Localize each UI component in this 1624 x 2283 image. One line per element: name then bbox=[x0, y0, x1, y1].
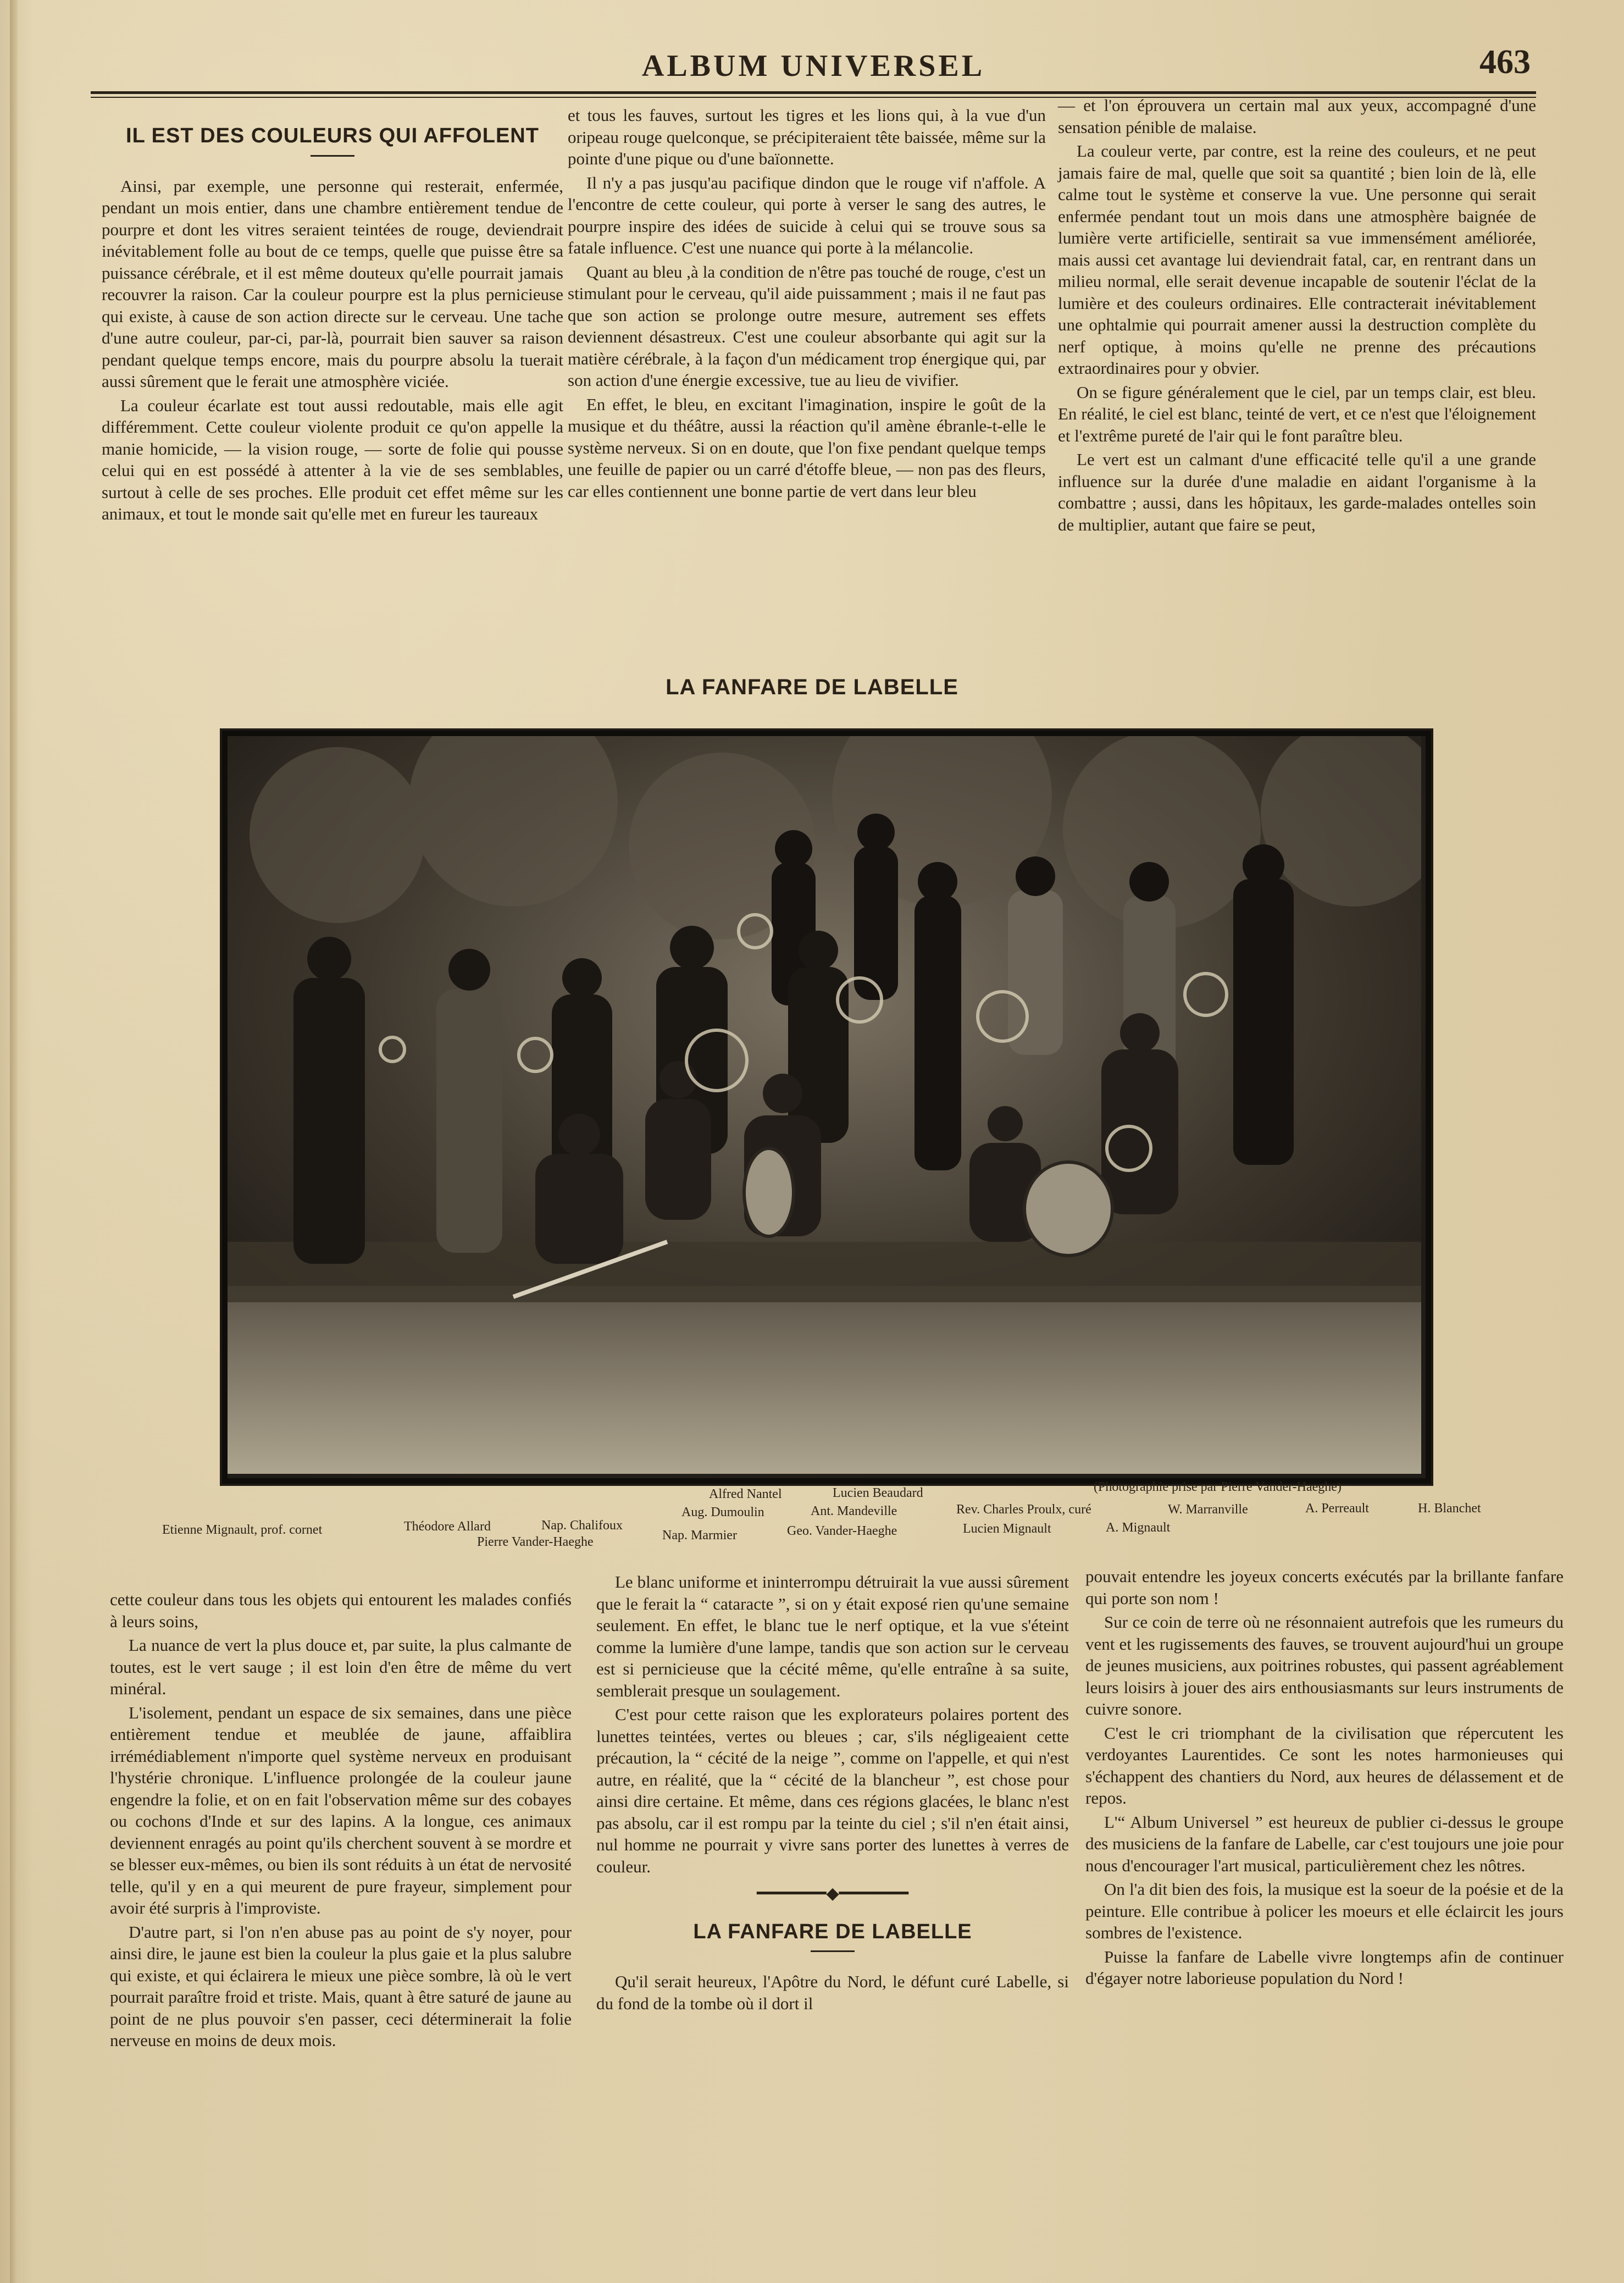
caption-name: Théodore Allard bbox=[404, 1519, 491, 1534]
photo-credit: (Photographie prise par Pierre Vander-Haeghe) bbox=[1094, 1480, 1342, 1494]
caption-name: Rev. Charles Proulx, curé bbox=[956, 1502, 1091, 1517]
heading-rule bbox=[311, 155, 354, 157]
page-number: 463 bbox=[1479, 43, 1531, 81]
paragraph: Sur ce coin de terre où ne résonnaient autrefois que les rumeurs du vent et les rugissements des fauves, se trouvent aujourd'hui un groupe de jeunes musiciens, aux poitrines robustes, qui passent agréablement leurs loisirs à jouer des airs enthousiasmants sur leurs instruments de cuivre sonore. bbox=[1085, 1612, 1564, 1718]
article1-heading: IL EST DES COULEURS QUI AFFOLENT bbox=[126, 124, 539, 147]
paragraph: D'autre part, si l'on n'en abuse pas au point de s'y noyer, pour ainsi dire, le jaune est bien la couleur la plus gaie et la plus salubre qui existe, et qui éclairera le mieux une pièce sombre, là où le vert pourrait paraître froid et triste. Mais, quant à être saturé de jaune au point de ne plus pouvoir s'en passer, ceci déterminerait la folie nerveuse en moins de deux mois. bbox=[110, 1922, 572, 2050]
article1-column-3 bbox=[1058, 95, 1536, 538]
paragraph: et tous les fauves, surtout les tigres et les lions qui, à la vue d'un oripeau rouge quelconque, se précipiteraient tête baissée, même sur la pointe d'une pique ou d'une baïonnette. bbox=[568, 106, 1046, 168]
band-photograph bbox=[220, 728, 1433, 1486]
paragraph: La couleur verte, par contre, est la reine des couleurs, et ne peut jamais faire de mal, quelle que soit sa quantité ; bien loin de là, elle calme tout le système et conserve la vue. Une personne qui serait enfermée pendant tout un mois dans une atmosphère baignée de lumière verte artificielle, sentirait sa vue immensément améliorée, mais aussi cet avantage lui deviendrait fatal, car, en rentrant dans un milieu normal, elle serait devenue incapable de soutenir l'éclat de la lumière et des couleurs ordinaires. Elle contracterait inévitablement une ophtalmie qui pourrait amener aussi la destruction complète du nerf optique, à moins qu'elle ne prenne des précautions extraordinaires pour y obvier. bbox=[1058, 141, 1536, 378]
paragraph: pouvait entendre les joyeux concerts exécutés par la brillante fanfare qui porte son nom ! bbox=[1085, 1567, 1564, 1608]
paragraph: Le blanc uniforme et ininterrompu détruirait la vue aussi sûrement que le ferait la “ cataracte ”, si on y était exposé rien qu'une semaine seulement. En effet, le blanc tue le nerf optique, et la vue s'éteint comme la lumière d'une lampe, tandis que son action sur le cerveau est si pernicieuse que la cécité même, qu'elle entraîne à sa suite, semblerait presque un soulagement. bbox=[596, 1572, 1069, 1700]
article2-heading: LA FANFARE DE LABELLE bbox=[693, 1920, 972, 1943]
paragraph: cette couleur dans tous les objets qui entourent les malades confiés à leurs soins, bbox=[110, 1590, 572, 1631]
caption-name: A. Perreault bbox=[1305, 1501, 1369, 1516]
paragraph: La nuance de vert la plus douce et, par suite, la plus calmante de toutes, est le vert sauge ; il est loin d'en être de même du vert minéral. bbox=[110, 1635, 572, 1698]
paragraph: On l'a dit bien des fois, la musique est la soeur de la poésie et de la peinture. Elle contribue à policer les moeurs et elle éclaircit les jours sombres de l'existence. bbox=[1085, 1880, 1564, 1942]
paragraph: On se figure généralement que le ciel, par un temps clair, est bleu. En réalité, le ciel est blanc, teinté de vert, et ce n'est que l'éloignement et l'extrême pureté de l'air qui le font paraître bleu. bbox=[1058, 382, 1536, 445]
article2-column-3 bbox=[1085, 1566, 1564, 1992]
caption-name: Alfred Nantel bbox=[709, 1487, 782, 1501]
section-ornament: ━━━━━━━◆━━━━━━━ bbox=[757, 1884, 908, 1903]
paragraph: Quant au bleu ,à la condition de n'être pas touché de rouge, c'est un stimulant pour le cerveau, qu'il aide puissamment ; mais il ne faut pas que son action se prolonge outre mesure, autrement ses effets deviennent désastreux. C'est une couleur absorbante qui agit sur la matière cérébrale, à la façon d'un médicament trop énergique qui, par son action d'une énergie excessive, tue au lieu de vivifier. bbox=[568, 262, 1046, 390]
paragraph: La couleur écarlate est tout aussi redoutable, mais elle agit différemment. Cette couleur violente produit ce qu'on appelle la manie homicide, — la vision rouge, — sorte de folie qui pousse celui qui en est possédé à attenter à la vie de ses semblables, surtout à celle de ses proches. Elle produit cet effet même sur les animaux, et tout le monde sait qu'elle met en fureur les taureaux bbox=[102, 395, 563, 523]
caption-name: Etienne Mignault, prof. cornet bbox=[162, 1523, 323, 1537]
article1-cont-column-2 bbox=[596, 1571, 1069, 2016]
article1-column-2 bbox=[568, 104, 1046, 504]
page-header bbox=[91, 43, 1536, 87]
paragraph: Qu'il serait heureux, l'Apôtre du Nord, le défunt curé Labelle, si du fond de la tombe où il dort il bbox=[596, 1972, 1069, 2013]
heading-rule bbox=[811, 1950, 855, 1952]
caption-name: Nap. Chalifoux bbox=[541, 1518, 623, 1533]
header-rule-thick bbox=[91, 91, 1536, 94]
paragraph: Ainsi, par exemple, une personne qui resterait, enfermée, pendant un mois entier, dans une chambre entièrement tendue de pourpre et dont les vitres seraient teintées de rouge, deviendrait inévitablement folle au bout de ce temps, quelle que puisse être sa puissance cérébrale, et il est même douteux qu'elle pourrait jamais recouvrer la raison. Car la couleur pourpre est la plus pernicieuse qui existe, à cause de son action directe sur le cerveau. Une tache d'une autre couleur, par-ci, par-là, pourrait bien sauver sa raison pendant quelque temps encore, mais du pourpre absolu la tuerait aussi sûrement que le ferait une atmosphère viciée. bbox=[102, 176, 563, 391]
article1-cont-column-1 bbox=[110, 1589, 572, 2054]
paragraph: L'isolement, pendant un espace de six semaines, dans une pièce entièrement tendue et meublée de jaune, affaiblira irrémédiablement n'importe quel système nerveux en produisant l'hystérie chronique. L'influence prolongée de la couleur jaune engendre la folie, et on en fait l'observation même sur des cobayes ou cochons d'Inde et sur des lapins. A la longue, ces animaux deviennent enragés au point qu'ils cherchent souvent à se mordre et se blesser eux-mêmes, ou bien ils sont réduits à un état de nervosité telle, qu'il y en a qui meurent de pure frayeur, simplement pour avoir été surpris à l'improviste. bbox=[110, 1702, 572, 1917]
paragraph: — et l'on éprouvera un certain mal aux yeux, accompagné d'une sensation pénible de malaise. bbox=[1058, 96, 1536, 137]
paragraph: Le vert est un calmant d'une efficacité telle qu'il a une grande influence sur la durée d'une maladie en aidant l'organisme à la combattre ; aussi, dans les hôpitaux, les garde-malades ontelles soin de multiplier, autant que faire se peut, bbox=[1058, 450, 1536, 534]
caption-name: A. Mignault bbox=[1106, 1521, 1171, 1535]
caption-name: Aug. Dumoulin bbox=[681, 1505, 764, 1519]
article1-column-1 bbox=[102, 125, 563, 527]
caption-name: H. Blanchet bbox=[1418, 1501, 1481, 1516]
photo-image bbox=[228, 736, 1426, 1478]
paragraph: C'est le cri triomphant de la civilisation que répercutent les verdoyantes Laurentides. Ce sont les notes harmonieuses qui s'échappent des chantiers du Nord, aux heures de délassement et de repos. bbox=[1085, 1723, 1564, 1807]
caption-name: Nap. Marmier bbox=[662, 1528, 737, 1543]
paragraph: Puisse la fanfare de Labelle vivre longtemps afin de continuer d'égayer notre laborieuse population du Nord ! bbox=[1085, 1947, 1564, 1988]
caption-name: Lucien Mignault bbox=[963, 1522, 1051, 1536]
caption-name: Pierre Vander-Haeghe bbox=[477, 1535, 594, 1549]
publication-title: ALBUM UNIVERSEL bbox=[641, 49, 985, 83]
paragraph: C'est pour cette raison que les explorateurs polaires portent des lunettes teintées, vertes ou bleues ; car, s'ils négligeaient cette précaution, la “ cécité de la neige ”, comme on l'appelle, et qui n'est autre, en réalité, que la “ cécité de la blancheur ”, est chose pour ainsi dire certaine. Et même, dans ces régions glacées, le blanc n'est pas absolu, car il est rompu par la teinte du ciel ; s'il n'en était ainsi, nul homme ne pourrait y vivre sans porter des lunettes à verres de couleur. bbox=[596, 1705, 1069, 1876]
paragraph: L'“ Album Universel ” est heureux de publier ci-dessus le groupe des musiciens de la fanfare de Labelle, car c'est toujours une joie pour nous d'encourager l'art musical, particulièrement chez les nôtres. bbox=[1085, 1812, 1564, 1875]
photo-title: LA FANFARE DE LABELLE bbox=[666, 675, 958, 699]
band-photo-illustration bbox=[228, 736, 1421, 1474]
caption-name: Ant. Mandeville bbox=[811, 1504, 897, 1518]
paragraph: En effet, le bleu, en excitant l'imagination, inspire le goût de la musique et du théâtre, aussi la réaction qu'il amène ébranle-t-elle le système nerveux. Si on en doute, que l'on fixe pendant quelque temps une feuille de papier ou un carré d'étoffe bleue, — non pas des fleurs, car elles contiennent une bonne partie de vert dans leur bleu bbox=[568, 394, 1046, 501]
caption-name: Geo. Vander-Haeghe bbox=[787, 1524, 897, 1538]
caption-name: Lucien Beaudard bbox=[833, 1486, 923, 1500]
page-fold-edge bbox=[10, 0, 18, 2283]
paragraph: Il n'y a pas jusqu'au pacifique dindon que le rouge vif n'affole. A l'encontre de cette couleur, qui porte à verser le sang des autres, le pourpre inspire des idées de suicide à celui qui se trouve sous sa fatale influence. C'est une nuance qui porte à la mélancolie. bbox=[568, 173, 1046, 257]
caption-name: W. Marranville bbox=[1168, 1502, 1248, 1517]
